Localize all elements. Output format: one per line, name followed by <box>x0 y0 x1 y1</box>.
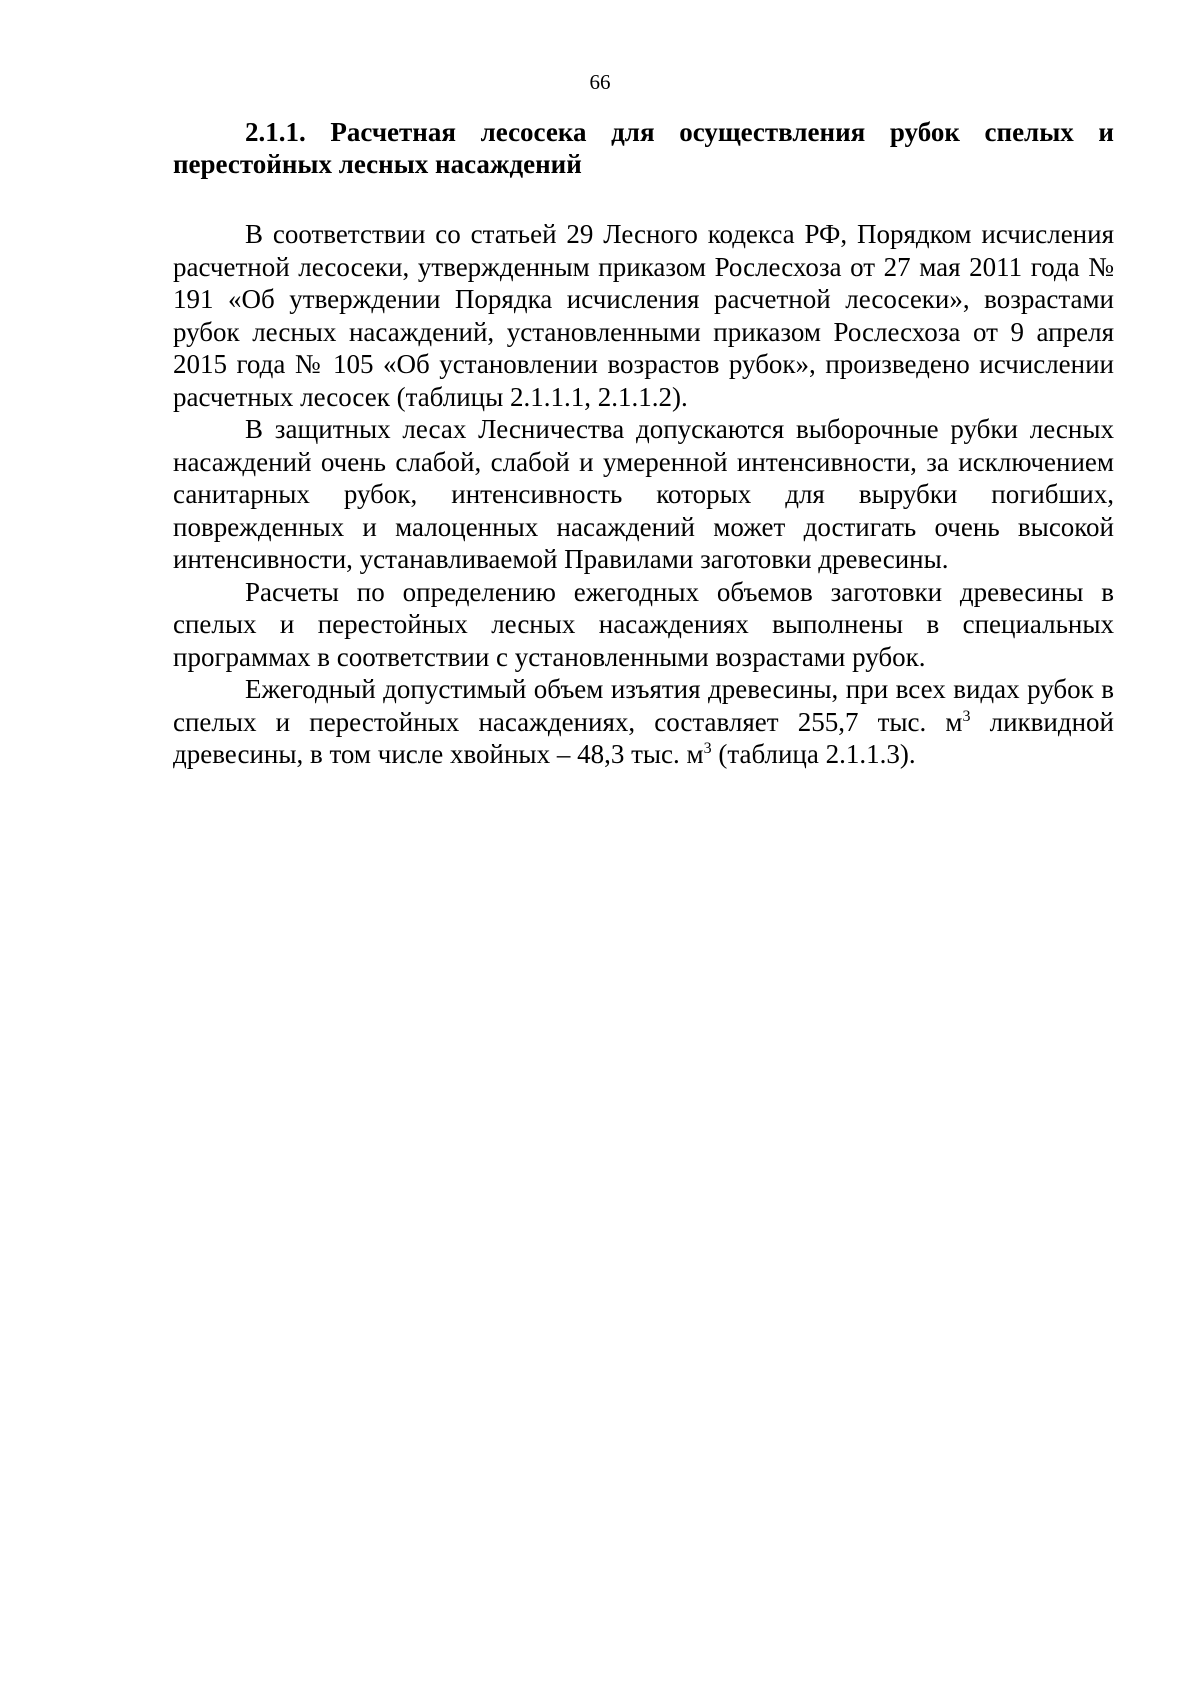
coniferous-volume-text: ликвидной древесины, в том числе хвойных – 48,3 тыс. м <box>173 706 1114 769</box>
cubic-superscript: 3 <box>703 740 712 757</box>
page-content <box>173 116 1114 771</box>
cubic-superscript: 3 <box>962 707 971 725</box>
paragraph-legal-basis: В соответствии со статьей 29 Лесного кодекса РФ, Порядком исчисления расчетной лесосеки, утвержденным приказом Рослесхоза от 27 мая 2011 года № 191 «Об утверждении Порядка исчисления расчетной лесосеки», возрастами рубок лесных насаждений, установленными приказом Рослесхоза от 9 апреля 2015 года № 105 «Об установлении возрастов рубок», произведено исчислении расчетных лесосек (таблицы 2.1.1.1, 2.1.1.2). <box>173 219 1114 412</box>
paragraph-protective-forests: В защитных лесах Лесничества допускаются выборочные рубки лесных насаждений очень слабой, слабой и умеренной интенсивности, за исключением санитарных рубок, интенсивность которых для вырубки погибших, поврежденных и малоценных насаждений может достигать очень высокой интенсивности, устанавливаемой Правилами заготовки древесины. <box>173 414 1114 574</box>
page-number: 66 <box>589 70 611 94</box>
annual-volume-text: Ежегодный допустимый объем изъятия древесины, при всех видах рубок в спелых и перестойных насаждениях, составляет 255,7 тыс. м <box>173 674 1114 737</box>
paragraph-annual-volume <box>173 673 1114 771</box>
paragraph-calculations: Расчеты по определению ежегодных объемов заготовки древесины в спелых и перестойных лесных насаждениях выполнены в специальных программах в соответствии с установленными возрастами рубок. <box>173 576 1114 672</box>
table-reference-text: (таблица 2.1.1.3). <box>711 739 916 769</box>
section-title: 2.1.1. Расчетная лесосека для осуществления рубок спелых и перестойных лесных насаждений <box>173 117 1114 179</box>
